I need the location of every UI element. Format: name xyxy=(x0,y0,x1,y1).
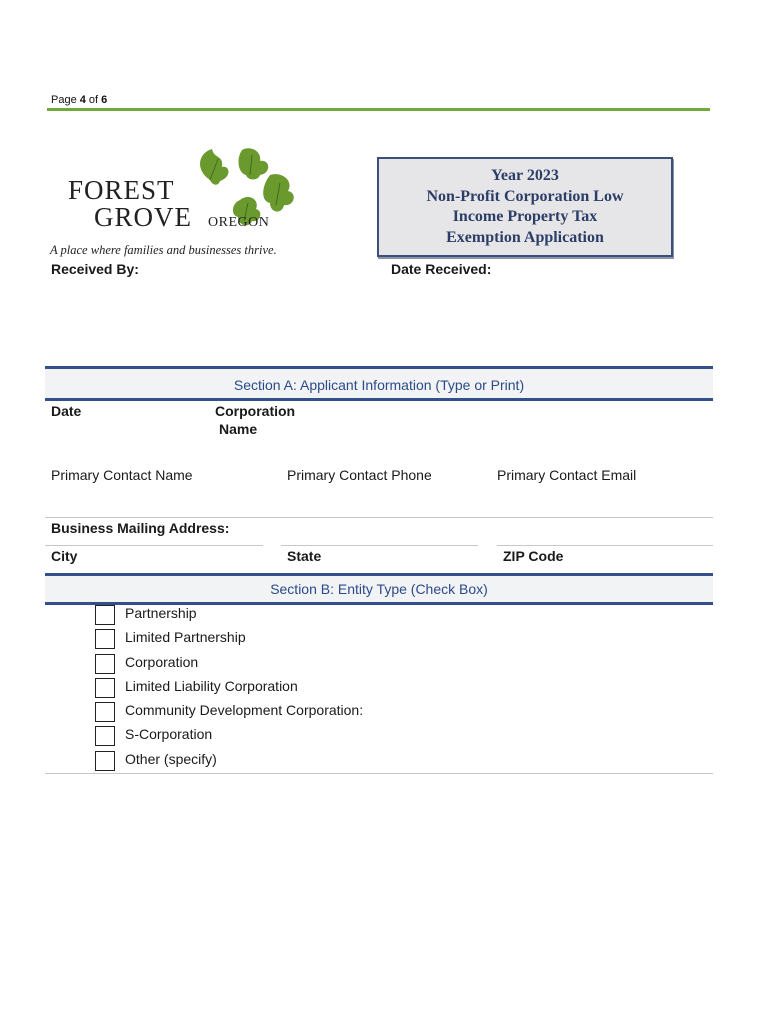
checkbox[interactable] xyxy=(95,654,115,674)
logo-word-grove: GROVE xyxy=(94,202,192,232)
city-label: City xyxy=(51,548,78,564)
form-title-box xyxy=(377,157,673,257)
checkbox[interactable] xyxy=(95,702,115,722)
date-label: Date xyxy=(51,403,82,419)
corporation-name-label-line2: Name xyxy=(219,421,258,437)
checkbox[interactable] xyxy=(95,726,115,746)
date-received-label: Date Received: xyxy=(391,261,492,277)
title-line: Year 2023 xyxy=(491,167,559,184)
primary-contact-name-label: Primary Contact Name xyxy=(51,467,193,483)
logo-tagline: A place where families and businesses thrive. xyxy=(50,243,277,257)
received-by-label: Received By: xyxy=(51,261,139,277)
corporation-name-label-line1: Corporation xyxy=(215,403,296,419)
checkbox[interactable] xyxy=(95,605,115,625)
title-line: Income Property Tax xyxy=(452,208,598,225)
section-a-heading: Section A: Applicant Information (Type or Print) xyxy=(45,366,713,401)
header-divider xyxy=(47,108,710,111)
checkbox[interactable] xyxy=(95,629,115,649)
forest-grove-logo xyxy=(50,145,310,260)
address-row-divider xyxy=(45,517,713,518)
zip-code-label: ZIP Code xyxy=(503,548,564,564)
state-field-line xyxy=(281,545,478,546)
zip-field-line xyxy=(497,545,713,546)
logo-word-forest: FOREST xyxy=(68,175,175,205)
section-b-heading: Section B: Entity Type (Check Box) xyxy=(45,573,713,605)
primary-contact-phone-label: Primary Contact Phone xyxy=(287,467,432,483)
section-b-bottom-rule xyxy=(45,773,713,774)
state-label: State xyxy=(287,548,322,564)
checkbox[interactable] xyxy=(95,678,115,698)
city-field-line xyxy=(45,545,263,546)
primary-contact-email-label: Primary Contact Email xyxy=(497,467,637,483)
page-number: Page 4 of 6 xyxy=(51,94,108,106)
title-line: Exemption Application xyxy=(446,228,604,246)
business-mailing-address-label: Business Mailing Address: xyxy=(51,520,230,536)
title-line: Non-Profit Corporation Low xyxy=(426,187,624,205)
logo-word-oregon: OREGON xyxy=(208,215,270,230)
checkbox[interactable] xyxy=(95,751,115,771)
